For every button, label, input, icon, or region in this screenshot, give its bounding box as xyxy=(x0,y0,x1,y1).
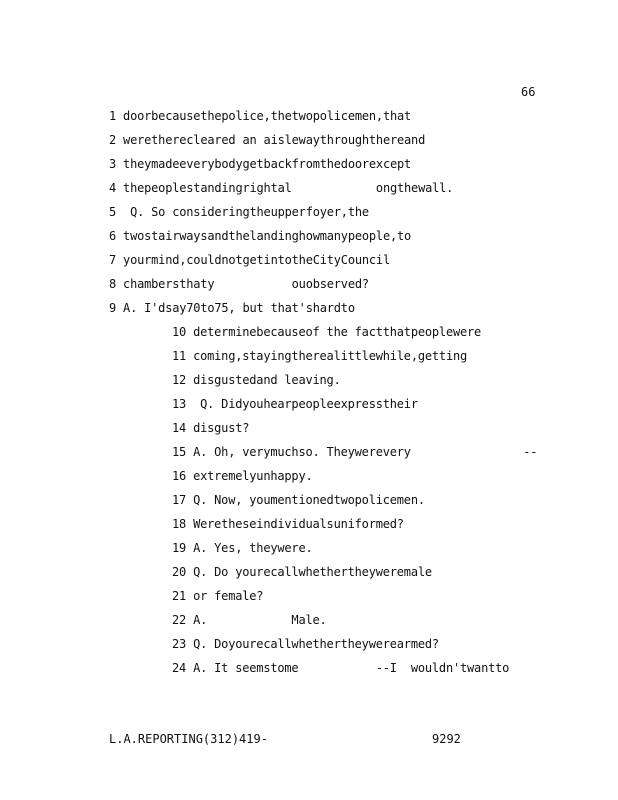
transcript-line-2: 2 weretherecleared an aislewaythroughthereand xyxy=(109,133,426,147)
transcript-line-18: 18 Weretheseindividualsuniformed? xyxy=(172,517,404,531)
transcript-line-4: 4 thepeoplestandingrightal ongthewall. xyxy=(109,181,454,195)
transcript-line-22: 22 A. Male. xyxy=(172,613,327,627)
transcript-line-11: 11 coming,stayingtherealittlewhile,getting xyxy=(172,349,468,363)
transcript-line-19: 19 A. Yes, theywere. xyxy=(172,541,313,555)
transcript-line-13: 13 Q. Didyouhearpeopleexpresstheir xyxy=(172,397,418,411)
transcript-line-8: 8 chambersthaty ouobserved? xyxy=(109,277,369,291)
transcript-line-1: 1 doorbecausethepolice,thetwopolicemen,that xyxy=(109,109,412,123)
footer-reporter: L.A.REPORTING(312)419- xyxy=(109,732,268,746)
transcript-line-5: 5 Q. So consideringtheupperfoyer,the xyxy=(109,205,369,219)
transcript-line-14: 14 disgust? xyxy=(172,421,250,435)
transcript-line-20: 20 Q. Do yourecallwhethertheyweremale xyxy=(172,565,432,579)
transcript-line-24: 24 A. It seemstome --I wouldn'twantto xyxy=(172,661,510,675)
transcript-line-10: 10 determinebecauseof the factthatpeoplewere xyxy=(172,325,482,339)
transcript-line-3: 3 theymadeeverybodygetbackfromthedoorexcept xyxy=(109,157,412,171)
transcript-line-9: 9 A. I'dsay70to75, but that'shardto xyxy=(109,301,355,315)
transcript-line-16: 16 extremelyunhappy. xyxy=(172,469,313,483)
transcript-line-23: 23 Q. Doyourecallwhethertheywerearmed? xyxy=(172,637,439,651)
transcript-line-6: 6 twostairwaysandthelandinghowmanypeople,to xyxy=(109,229,412,243)
page-number: 66 xyxy=(521,85,536,99)
footer-phone-suffix: 9292 xyxy=(432,732,461,746)
transcript-line-12: 12 disgustedand leaving. xyxy=(172,373,341,387)
transcript-line-17: 17 Q. Now, youmentionedtwopolicemen. xyxy=(172,493,425,507)
transcript-line-21: 21 or female? xyxy=(172,589,264,603)
transcript-line-15: 15 A. Oh, verymuchso. Theywerevery -- xyxy=(172,445,538,459)
transcript-line-7: 7 yourmind,couldnotgetintotheCityCouncil xyxy=(109,253,390,267)
